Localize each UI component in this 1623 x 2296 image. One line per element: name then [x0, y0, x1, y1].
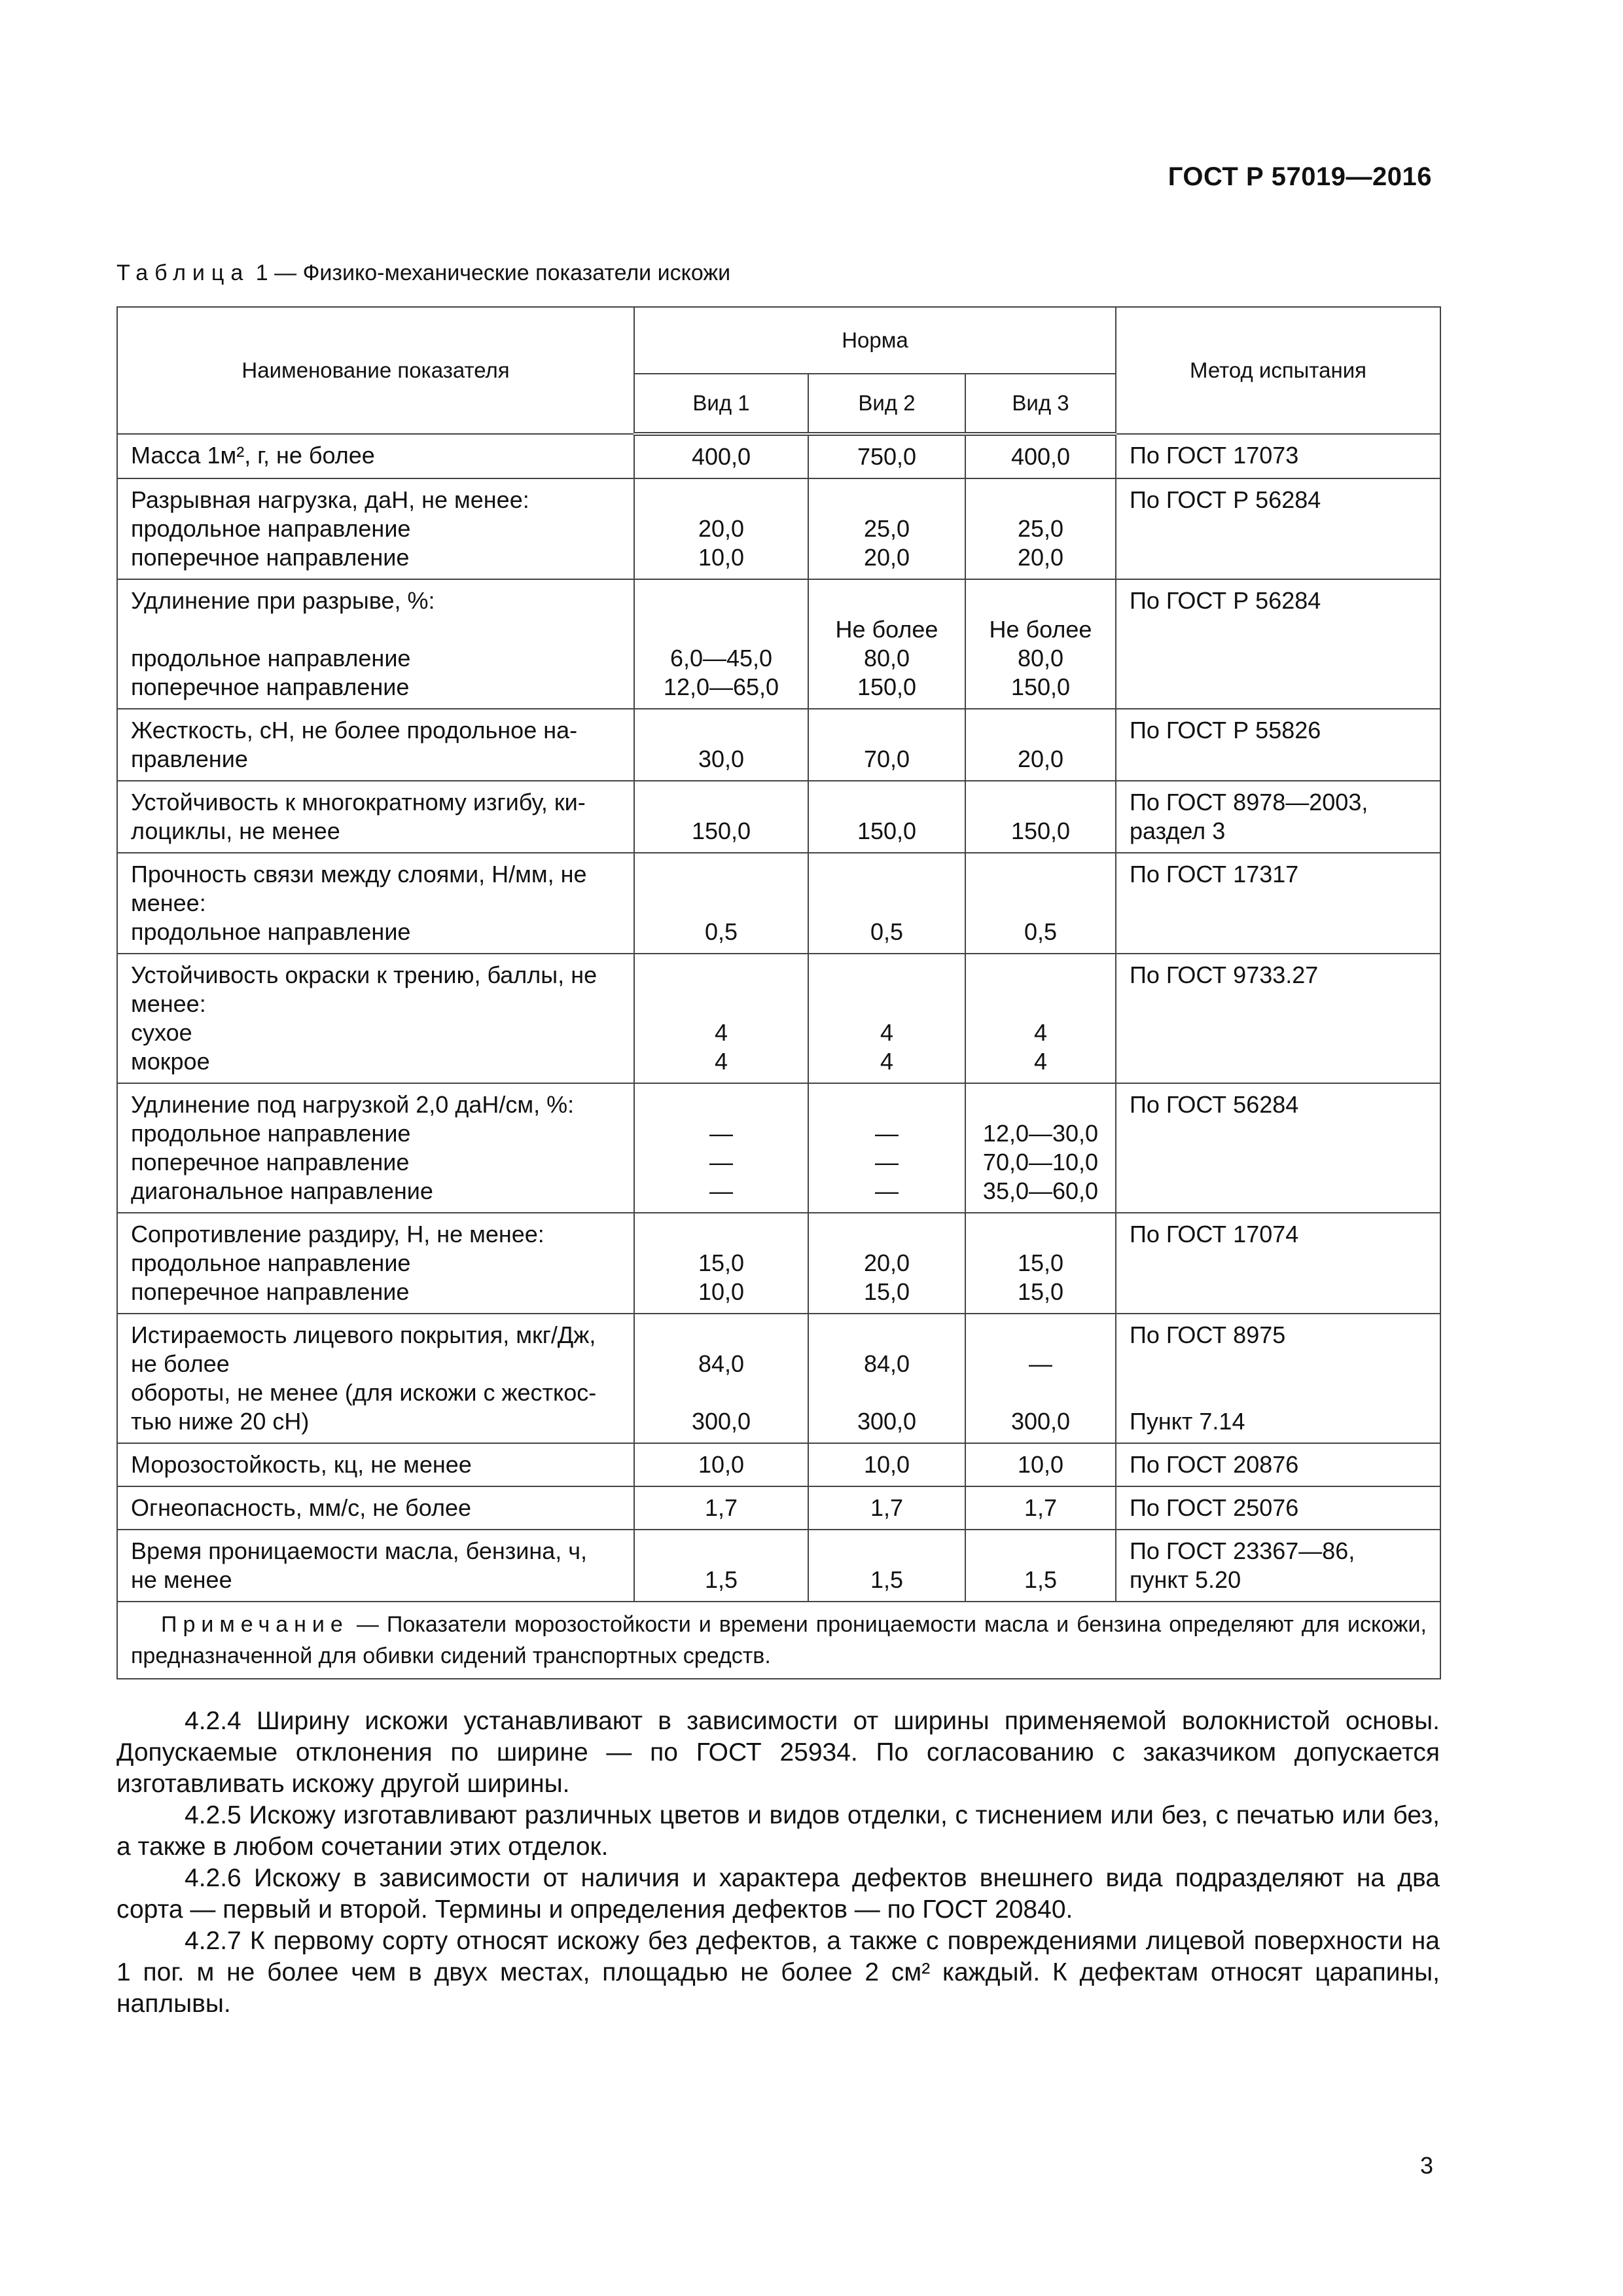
cell-line: лоциклы, не менее: [131, 817, 340, 844]
indicator-cell: [117, 709, 634, 781]
cell-line: Жесткость, сН, не более продольное на-: [131, 717, 578, 744]
vid-2-cell: [808, 1443, 965, 1486]
paragraph-4-2-7: 4.2.7 К первому сорту относят искожу без дефектов, а также с повреждениями лицевой поверхности на 1 пог. м не более чем в двух местах, площадью не более 2 см² каждый. К дефектам относят царапины, наплывы.: [116, 1927, 1440, 2018]
vid-2-cell: [808, 853, 965, 954]
cell-line: 10,0: [863, 1451, 910, 1478]
cell-line: [979, 1321, 1102, 1350]
document-code: ГОСТ Р 57019—2016: [1168, 162, 1432, 191]
cell-line: 4: [880, 1048, 894, 1075]
vid-1-cell: [634, 781, 808, 853]
cell-line: 300,0: [1010, 1408, 1071, 1435]
cell-line: поперечное направление: [131, 544, 410, 571]
vid-3-cell: [965, 1486, 1116, 1530]
cell-line: 10,0: [1017, 1451, 1064, 1478]
cell-line: [1130, 1378, 1427, 1407]
cell-line: 10,0: [698, 1451, 745, 1478]
vid-2-cell: [808, 434, 965, 478]
cell-line: поперечное направление: [131, 673, 410, 700]
cell-line: [648, 486, 794, 514]
vid-1-cell: [634, 853, 808, 954]
cell-line: [822, 990, 952, 1018]
cell-line: Разрывная нагрузка, даН, не менее:: [131, 486, 529, 513]
method-cell: [1116, 1083, 1440, 1213]
vid-1-cell: [634, 1083, 808, 1213]
cell-line: 400,0: [691, 443, 751, 470]
vid-3-cell: [965, 579, 1116, 709]
cell-line: 1,5: [704, 1566, 738, 1593]
cell-line: 84,0: [863, 1350, 910, 1377]
cell-line: 4: [714, 1019, 728, 1046]
cell-line: [1130, 1350, 1427, 1378]
indicator-cell: [117, 434, 634, 478]
vid-3-cell: [965, 1083, 1116, 1213]
cell-line: 4: [880, 1019, 894, 1046]
cell-line: пункт 5.20: [1130, 1566, 1241, 1593]
indicator-cell: [117, 853, 634, 954]
cell-line: 6,0—45,0: [669, 645, 773, 672]
cell-line: [648, 716, 794, 745]
cell-line: По ГОСТ 23367—86,: [1130, 1537, 1355, 1564]
cell-line: поперечное направление: [131, 1278, 410, 1305]
cell-line: По ГОСТ 17317: [1130, 861, 1299, 888]
cell-line: 20,0: [863, 1249, 910, 1276]
table-row: [117, 853, 1440, 954]
cell-line: 4: [1033, 1048, 1048, 1075]
cell-line: Устойчивость окраски к трению, баллы, не: [131, 961, 597, 988]
vid-2-cell: [808, 781, 965, 853]
cell-line: [822, 716, 952, 745]
vid-1-cell: [634, 1486, 808, 1530]
cell-line: [979, 1378, 1102, 1407]
cell-line: [648, 788, 794, 817]
cell-line: 80,0: [1017, 645, 1064, 672]
indicator-cell: [117, 1083, 634, 1213]
cell-line: 1,5: [870, 1566, 904, 1593]
cell-line: 300,0: [857, 1408, 917, 1435]
cell-line: сухое: [131, 1019, 192, 1046]
paragraph-4-2-6: 4.2.6 Искожу в зависимости от наличия и характера дефектов внешнего вида подразделяют на два сорта — первый и второй. Термины и определения дефектов — по ГОСТ 20840.: [116, 1864, 1440, 1924]
cell-line: [979, 1537, 1102, 1566]
header-vid-2: Вид 2: [808, 374, 965, 434]
method-cell: [1116, 1314, 1440, 1443]
cell-line: [979, 1220, 1102, 1249]
header-method: Метод испытания: [1116, 307, 1440, 434]
cell-line: —: [875, 1120, 899, 1147]
note-text: — Показатели морозостойкости и времени проницаемости масла и бензина определяют для искожи, предназначенной для обивки сидений транспортных средств.: [131, 1612, 1427, 1668]
cell-line: менее:: [131, 889, 206, 916]
page-number: 3: [1419, 2152, 1433, 2179]
cell-line: 15,0: [1017, 1278, 1064, 1305]
indicator-cell: [117, 954, 634, 1083]
cell-line: 4: [714, 1048, 728, 1075]
cell-line: [648, 990, 794, 1018]
method-cell: [1116, 853, 1440, 954]
cell-line: —: [709, 1149, 733, 1175]
table-row: [117, 434, 1440, 478]
cell-line: [822, 1090, 952, 1119]
cell-line: Не более: [835, 616, 938, 643]
vid-1-cell: [634, 478, 808, 579]
cell-line: —: [875, 1149, 899, 1175]
table-caption-label: Таблица: [116, 260, 250, 285]
method-cell: [1116, 1443, 1440, 1486]
cell-line: По ГОСТ 9733.27: [1130, 961, 1319, 988]
cell-line: продольное направление: [131, 1249, 411, 1276]
properties-table: [116, 306, 1441, 1679]
cell-line: Устойчивость к многократному изгибу, ки-: [131, 789, 586, 816]
cell-line: Удлинение под нагрузкой 2,0 даН/см, %:: [131, 1091, 575, 1118]
cell-line: 1,5: [1024, 1566, 1058, 1593]
vid-1-cell: [634, 709, 808, 781]
cell-line: [822, 788, 952, 817]
cell-line: 1,7: [870, 1494, 904, 1521]
table-row: [117, 781, 1440, 853]
method-cell: [1116, 1530, 1440, 1602]
cell-line: [822, 586, 952, 615]
cell-line: [979, 990, 1102, 1018]
cell-line: Сопротивление раздиру, Н, не менее:: [131, 1221, 544, 1247]
cell-line: 15,0: [863, 1278, 910, 1305]
cell-line: —: [709, 1120, 733, 1147]
cell-line: не менее: [131, 1566, 232, 1593]
method-cell: [1116, 1486, 1440, 1530]
method-cell: [1116, 579, 1440, 709]
vid-3-cell: [965, 434, 1116, 478]
cell-line: 150,0: [857, 673, 917, 700]
cell-line: 0,5: [704, 918, 738, 945]
cell-line: [648, 586, 794, 615]
cell-line: 150,0: [1010, 817, 1071, 844]
vid-3-cell: [965, 1443, 1116, 1486]
cell-line: [822, 1220, 952, 1249]
cell-line: 150,0: [1010, 673, 1071, 700]
vid-2-cell: [808, 478, 965, 579]
cell-line: продольное направление: [131, 515, 411, 542]
cell-line: [648, 615, 794, 644]
table-row: [117, 954, 1440, 1083]
vid-3-cell: [965, 1213, 1116, 1314]
indicator-cell: [117, 1486, 634, 1530]
cell-line: Истираемость лицевого покрытия, мкг/Дж,: [131, 1321, 596, 1348]
table-row: [117, 478, 1440, 579]
table-body: [117, 434, 1440, 1602]
vid-1-cell: [634, 1443, 808, 1486]
method-cell: [1116, 781, 1440, 853]
indicator-cell: [117, 478, 634, 579]
table-row: [117, 579, 1440, 709]
cell-line: [822, 486, 952, 514]
cell-line: [979, 486, 1102, 514]
vid-2-cell: [808, 1530, 965, 1602]
vid-2-cell: [808, 1213, 965, 1314]
cell-line: не более: [131, 1350, 230, 1377]
cell-line: [648, 961, 794, 990]
header-vid-3: Вид 3: [965, 374, 1116, 434]
body-text: [116, 1706, 1440, 2020]
cell-line: По ГОСТ 8975: [1130, 1321, 1286, 1348]
cell-line: [648, 889, 794, 918]
cell-line: поперечное направление: [131, 1149, 410, 1175]
cell-line: Прочность связи между слоями, Н/мм, не: [131, 861, 587, 888]
cell-line: тью ниже 20 сН): [131, 1408, 310, 1435]
cell-line: [648, 1378, 794, 1407]
cell-line: По ГОСТ 17074: [1130, 1221, 1299, 1247]
cell-line: 1,7: [1024, 1494, 1058, 1521]
method-cell: [1116, 1213, 1440, 1314]
cell-line: По ГОСТ 17073: [1130, 442, 1299, 469]
table-row: [117, 709, 1440, 781]
cell-line: 20,0: [1017, 745, 1064, 772]
header-norm: Норма: [634, 307, 1116, 374]
table-row: [117, 1314, 1440, 1443]
cell-line: Не более: [989, 616, 1092, 643]
cell-line: 30,0: [698, 745, 745, 772]
cell-line: 12,0—30,0: [982, 1120, 1099, 1147]
method-cell: [1116, 478, 1440, 579]
indicator-cell: [117, 579, 634, 709]
cell-line: обороты, не менее (для искожи с жесткос-: [131, 1379, 597, 1406]
cell-line: Масса 1м², г, не более: [131, 442, 375, 469]
cell-line: правление: [131, 745, 248, 772]
vid-1-cell: [634, 1314, 808, 1443]
cell-line: 150,0: [857, 817, 917, 844]
cell-line: По ГОСТ 8978—2003,: [1130, 789, 1368, 816]
table-caption-text: 1 — Физико-механические показатели искожи: [255, 260, 731, 285]
indicator-cell: [117, 1213, 634, 1314]
indicator-cell: [117, 781, 634, 853]
vid-2-cell: [808, 1083, 965, 1213]
cell-line: менее:: [131, 990, 206, 1017]
cell-line: 400,0: [1010, 443, 1071, 470]
paragraph-4-2-5: 4.2.5 Искожу изготавливают различных цветов и видов отделки, с тиснением или без, с печатью или без, а также в любом сочетании этих отделок.: [116, 1801, 1440, 1861]
table-row: [117, 1530, 1440, 1602]
table-note: [117, 1602, 1440, 1679]
cell-line: По ГОСТ Р 55826: [1130, 717, 1321, 744]
indicator-cell: [117, 1530, 634, 1602]
table-caption: [116, 260, 730, 286]
cell-line: —: [709, 1177, 733, 1204]
vid-2-cell: [808, 954, 965, 1083]
header-indicator: Наименование показателя: [117, 307, 634, 434]
method-cell: [1116, 709, 1440, 781]
cell-line: 10,0: [698, 544, 745, 571]
table-row: [117, 1083, 1440, 1213]
note-label: Примечание: [161, 1612, 349, 1637]
indicator-cell: [117, 1314, 634, 1443]
cell-line: [979, 716, 1102, 745]
cell-line: продольное направление: [131, 918, 411, 945]
cell-line: 70,0: [863, 745, 910, 772]
cell-line: 15,0: [1017, 1249, 1064, 1276]
vid-1-cell: [634, 434, 808, 478]
cell-line: По ГОСТ Р 56284: [1130, 486, 1321, 513]
cell-line: [822, 889, 952, 918]
cell-line: [648, 1220, 794, 1249]
cell-line: [979, 586, 1102, 615]
vid-1-cell: [634, 954, 808, 1083]
indicator-cell: [117, 1443, 634, 1486]
vid-1-cell: [634, 1530, 808, 1602]
cell-line: 80,0: [863, 645, 910, 672]
method-cell: [1116, 434, 1440, 478]
table-row: [117, 1213, 1440, 1314]
cell-line: [648, 1321, 794, 1350]
vid-3-cell: [965, 781, 1116, 853]
vid-3-cell: [965, 1314, 1116, 1443]
cell-line: 0,5: [870, 918, 904, 945]
vid-2-cell: [808, 579, 965, 709]
cell-line: [822, 1321, 952, 1350]
cell-line: 20,0: [698, 515, 745, 542]
vid-1-cell: [634, 579, 808, 709]
cell-line: 4: [1033, 1019, 1048, 1046]
cell-line: [648, 1090, 794, 1119]
cell-line: [648, 860, 794, 889]
cell-line: [979, 961, 1102, 990]
method-cell: [1116, 954, 1440, 1083]
cell-line: [822, 961, 952, 990]
cell-line: [979, 889, 1102, 918]
cell-line: 10,0: [698, 1278, 745, 1305]
cell-line: Огнеопасность, мм/с, не более: [131, 1494, 472, 1521]
cell-line: По ГОСТ Р 56284: [1130, 587, 1321, 614]
cell-line: По ГОСТ 20876: [1130, 1451, 1299, 1478]
cell-line: 1,7: [704, 1494, 738, 1521]
cell-line: продольное направление: [131, 1120, 411, 1147]
cell-line: 0,5: [1024, 918, 1058, 945]
cell-line: 15,0: [698, 1249, 745, 1276]
cell-line: Удлинение при разрыве, %:: [131, 587, 435, 614]
cell-line: раздел 3: [1130, 817, 1226, 844]
cell-line: [822, 1537, 952, 1566]
cell-line: 12,0—65,0: [663, 673, 779, 700]
cell-line: Время проницаемости масла, бензина, ч,: [131, 1537, 588, 1564]
cell-line: —: [875, 1177, 899, 1204]
vid-2-cell: [808, 1486, 965, 1530]
cell-line: диагональное направление: [131, 1177, 433, 1204]
cell-line: По ГОСТ 25076: [1130, 1494, 1299, 1521]
vid-2-cell: [808, 1314, 965, 1443]
vid-2-cell: [808, 709, 965, 781]
cell-line: Пункт 7.14: [1130, 1408, 1245, 1435]
vid-3-cell: [965, 1530, 1116, 1602]
cell-line: 25,0: [863, 515, 910, 542]
table-row: [117, 1486, 1440, 1530]
cell-line: 150,0: [691, 817, 751, 844]
cell-line: [979, 788, 1102, 817]
cell-line: [979, 1090, 1102, 1119]
vid-1-cell: [634, 1213, 808, 1314]
vid-3-cell: [965, 478, 1116, 579]
vid-3-cell: [965, 954, 1116, 1083]
cell-line: продольное направление: [131, 645, 411, 672]
cell-line: По ГОСТ 56284: [1130, 1091, 1299, 1118]
cell-line: 84,0: [698, 1350, 745, 1377]
table-row: [117, 1443, 1440, 1486]
cell-line: мокрое: [131, 1048, 210, 1075]
header-vid-1: Вид 1: [634, 374, 808, 434]
cell-line: 20,0: [863, 544, 910, 571]
cell-line: Морозостойкость, кц, не менее: [131, 1451, 472, 1478]
cell-line: 35,0—60,0: [982, 1177, 1099, 1204]
cell-line: 300,0: [691, 1408, 751, 1435]
vid-3-cell: [965, 709, 1116, 781]
cell-line: [822, 860, 952, 889]
cell-line: [822, 1378, 952, 1407]
cell-line: [979, 860, 1102, 889]
vid-3-cell: [965, 853, 1116, 954]
cell-line: 25,0: [1017, 515, 1064, 542]
cell-line: 70,0—10,0: [982, 1149, 1099, 1175]
cell-line: 750,0: [857, 443, 917, 470]
cell-line: 20,0: [1017, 544, 1064, 571]
paragraph-4-2-4: 4.2.4 Ширину искожи устанавливают в зависимости от ширины применяемой волокнистой основы. Допускаемые отклонения по ширине — по ГОСТ 25934. По согласованию с заказчиком допускается изготавливать искожу другой ширины.: [116, 1707, 1440, 1798]
cell-line: [131, 615, 620, 644]
cell-line: [648, 1537, 794, 1566]
cell-line: —: [1029, 1350, 1052, 1377]
